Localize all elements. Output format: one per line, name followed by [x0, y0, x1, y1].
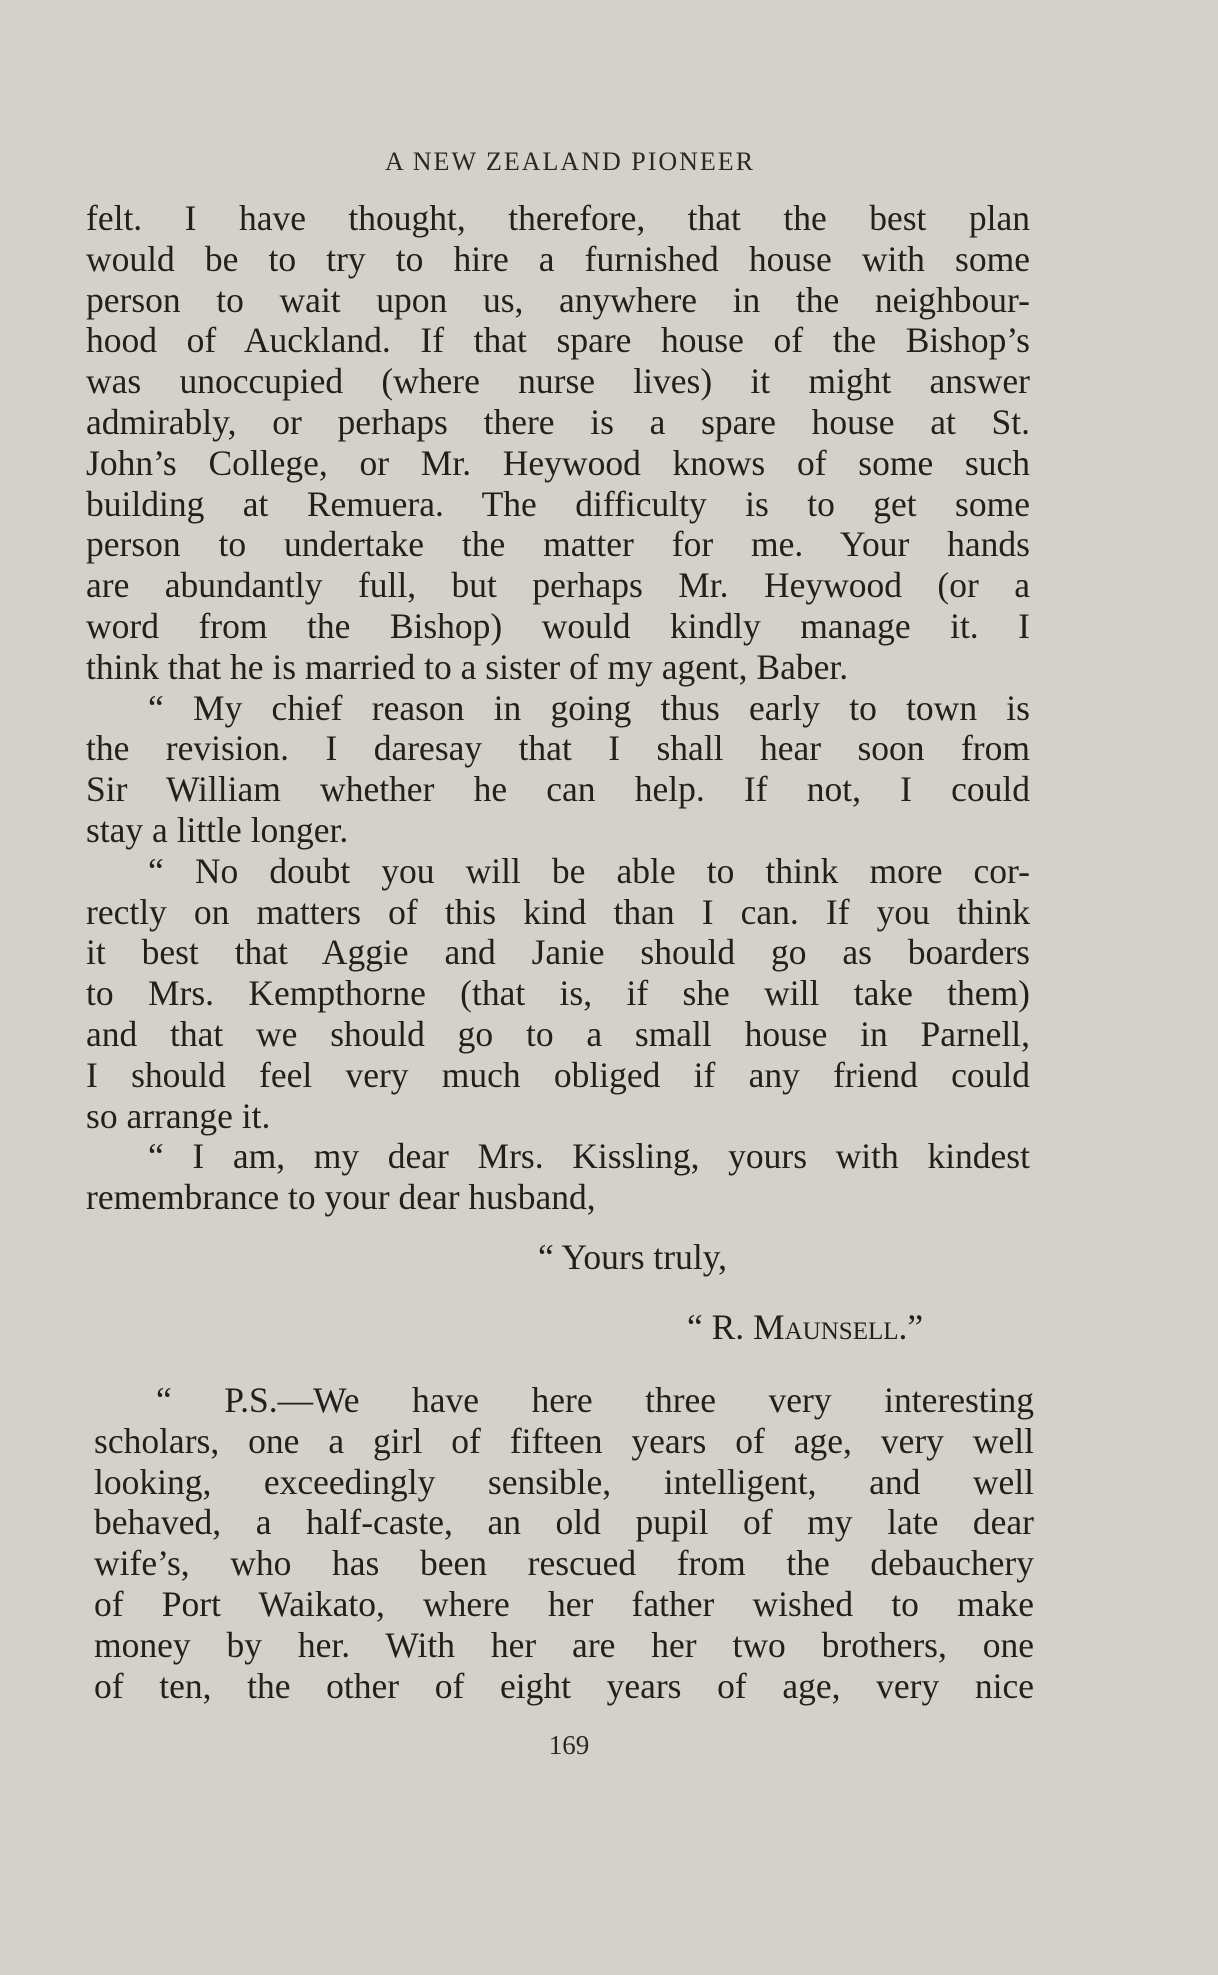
- text-line: I should feel very much obliged if any friend could: [86, 1054, 1030, 1095]
- text-line: stay a little longer.: [86, 809, 349, 850]
- text-line: looking, exceedingly sensible, intelligent, and well: [94, 1461, 1034, 1502]
- text-line: of Port Waikato, where her father wished to make: [94, 1583, 1034, 1624]
- letter-signature: “ R. Maunsell.”: [687, 1307, 924, 1347]
- text-line: are abundantly full, but perhaps Mr. Heywood (or a: [86, 565, 1030, 606]
- text-line: would be to try to hire a furnished house with some: [86, 238, 1030, 279]
- text-line: the revision. I daresay that I shall hear soon from: [86, 728, 1030, 769]
- running-head: A NEW ZEALAND PIONEER: [384, 147, 756, 176]
- text-line: person to undertake the matter for me. Your hands: [86, 524, 1030, 565]
- text-line: remembrance to your dear husband,: [86, 1177, 596, 1218]
- text-line: wife’s, who has been rescued from the debauchery: [94, 1543, 1034, 1584]
- text-line: felt. I have thought, therefore, that the best plan: [86, 198, 1030, 238]
- text-line: Sir William whether he can help. If not, I could: [86, 769, 1030, 810]
- text-line: John’s College, or Mr. Heywood knows of some such: [86, 442, 1030, 483]
- text-line: to Mrs. Kempthorne (that is, if she will take them): [86, 973, 1030, 1014]
- paragraph-start-line: “ P.S.—We have here three very interesting: [156, 1380, 1034, 1420]
- text-line: money by her. With her are her two brothers, one: [94, 1624, 1034, 1665]
- text-line: and that we should go to a small house in Parnell,: [86, 1013, 1030, 1054]
- page-number: 169: [548, 1730, 590, 1760]
- paragraph-start-line: “ No doubt you will be able to think more cor-: [148, 850, 1030, 891]
- letter-closing: “ Yours truly,: [538, 1237, 728, 1277]
- postscript: [94, 1380, 1034, 1706]
- text-line: building at Remuera. The difficulty is to get some: [86, 483, 1030, 524]
- paragraph-start-line: “ My chief reason in going thus early to town is: [148, 687, 1030, 728]
- text-line: word from the Bishop) would kindly manage it. I: [86, 605, 1030, 646]
- text-line: scholars, one a girl of fifteen years of age, very well: [94, 1420, 1034, 1461]
- text-line: behaved, a half-caste, an old pupil of my late dear: [94, 1502, 1034, 1543]
- text-line: of ten, the other of eight years of age, very nice: [94, 1665, 1034, 1706]
- text-line: rectly on matters of this kind than I can. If you think: [86, 891, 1030, 932]
- text-line: hood of Auckland. If that spare house of the Bishop’s: [86, 320, 1030, 361]
- text-line: so arrange it.: [86, 1095, 271, 1136]
- letter-body: [86, 198, 1030, 1218]
- paragraph-start-line: “ I am, my dear Mrs. Kissling, yours with kindest: [148, 1136, 1030, 1177]
- text-line: person to wait upon us, anywhere in the neighbour-: [86, 279, 1030, 320]
- text-line: think that he is married to a sister of my agent, Baber.: [86, 646, 849, 687]
- text-line: it best that Aggie and Janie should go as boarders: [86, 932, 1030, 973]
- text-line: was unoccupied (where nurse lives) it might answer: [86, 361, 1030, 402]
- text-line: admirably, or perhaps there is a spare house at St.: [86, 401, 1030, 442]
